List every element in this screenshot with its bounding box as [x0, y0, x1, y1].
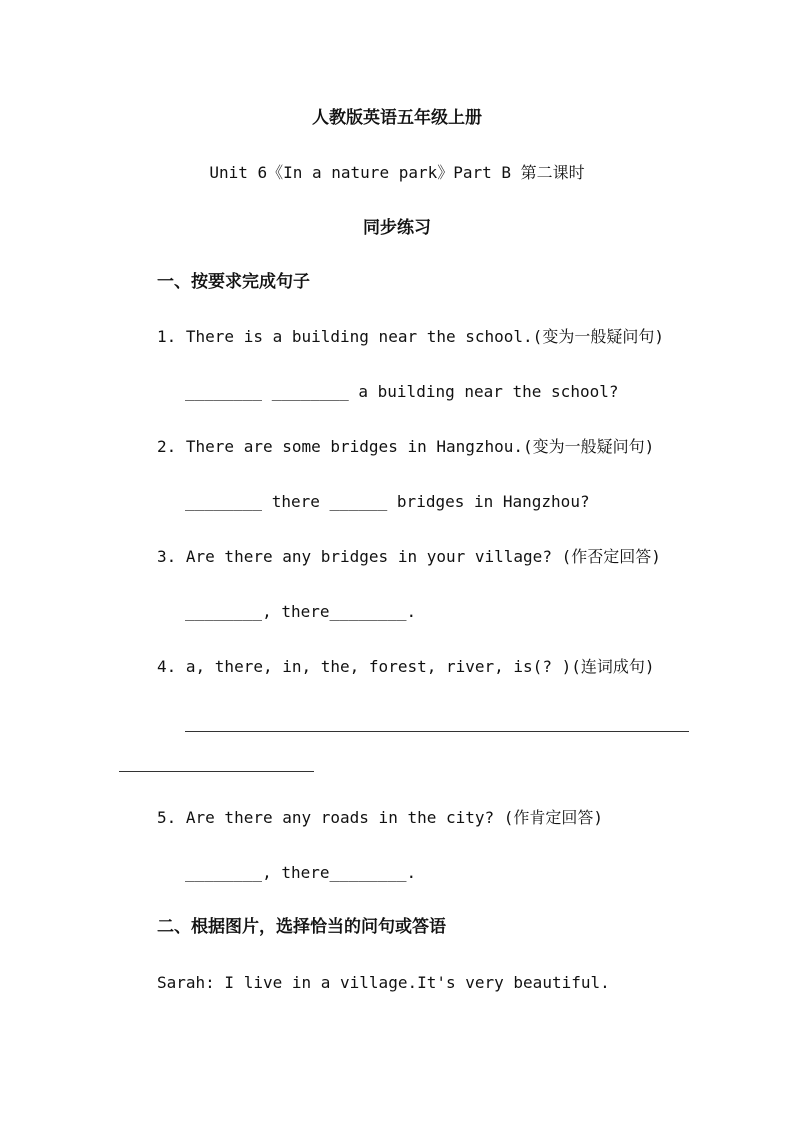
question-4-answer-rule-1: [185, 731, 689, 732]
section-2-heading: 二、根据图片，选择恰当的问句或答语: [157, 917, 446, 937]
question-5-answer-line: ________, there________.: [185, 863, 417, 882]
question-3: 3. Are there any bridges in your village? (作否定回答): [157, 547, 661, 566]
question-3-answer-line: ________, there________.: [185, 602, 417, 621]
document-title: 人教版英语五年级上册: [312, 108, 482, 128]
question-2-answer-line: ________ there ______ bridges in Hangzhou?: [185, 492, 590, 511]
document-subtitle-practice: 同步练习: [363, 218, 431, 238]
question-1: 1. There is a building near the school.(变为一般疑问句): [157, 327, 664, 346]
section-1-heading: 一、按要求完成句子: [157, 272, 310, 292]
document-subtitle: Unit 6《In a nature park》Part B 第二课时: [209, 163, 585, 182]
question-4-answer-rule-2: [119, 771, 314, 772]
dialogue-line-1: Sarah: I live in a village.It's very beautiful.: [157, 973, 610, 992]
question-4: 4. a, there, in, the, forest, river, is(? )(连词成句): [157, 657, 655, 676]
question-1-answer-line: ________ ________ a building near the school?: [185, 382, 619, 401]
question-5: 5. Are there any roads in the city? (作肯定回答): [157, 808, 604, 827]
question-2: 2. There are some bridges in Hangzhou.(变为一般疑问句): [157, 437, 655, 456]
